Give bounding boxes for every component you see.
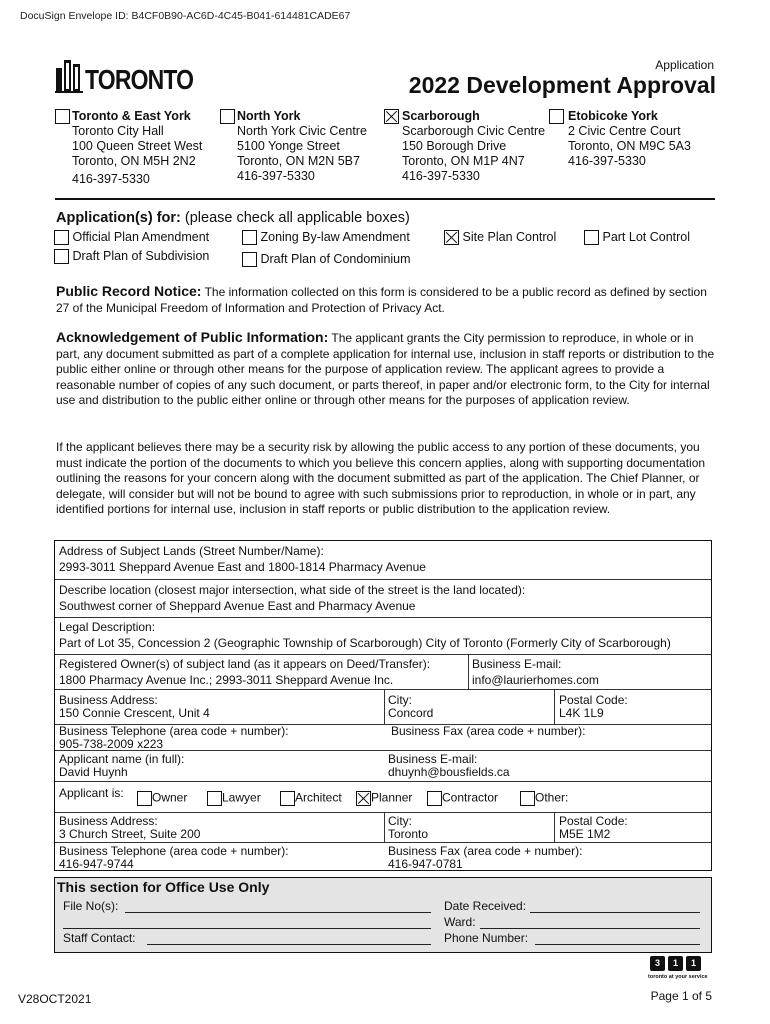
notice-title: Public Record Notice: bbox=[56, 283, 202, 299]
office-checkbox[interactable] bbox=[384, 109, 399, 124]
role-label: Other: bbox=[535, 790, 569, 805]
applicant-name-label: Applicant name (in full): bbox=[59, 752, 185, 766]
role-other[interactable] bbox=[520, 791, 568, 806]
applications-heading bbox=[56, 210, 410, 226]
staff-contact-field[interactable] bbox=[147, 944, 431, 945]
office-scarborough bbox=[384, 109, 545, 184]
office-line: 5100 Yonge Street bbox=[237, 139, 340, 153]
city-hall-icon bbox=[55, 58, 85, 94]
office-line: Scarborough Civic Centre bbox=[402, 124, 546, 138]
office-phone: 416-397-5330 bbox=[568, 154, 646, 168]
office-name: Etobicoke York bbox=[568, 109, 658, 123]
location-label: Describe location (closest major intersection, what side of the street is the land located): bbox=[59, 583, 526, 597]
checkbox[interactable] bbox=[137, 791, 152, 806]
ward-label: Ward: bbox=[444, 915, 476, 929]
option-label: Official Plan Amendment bbox=[72, 230, 210, 244]
office-checkbox[interactable] bbox=[220, 109, 235, 124]
option-official-plan[interactable] bbox=[54, 230, 209, 245]
office-line: Toronto, ON M2N 5B7 bbox=[237, 154, 360, 168]
legal-value[interactable]: Part of Lot 35, Concession 2 (Geographic Township of Scarborough) City of Toronto (Formerly City of Scarborough) bbox=[59, 636, 671, 650]
checkbox[interactable] bbox=[520, 791, 535, 806]
page-number: Page 1 of 5 bbox=[650, 989, 712, 1003]
file-no-label: File No(s): bbox=[63, 899, 119, 913]
applicant-name-value[interactable]: David Huynh bbox=[59, 765, 128, 779]
applicant-email-value[interactable]: dhuynh@bousfields.ca bbox=[388, 765, 510, 779]
application-form bbox=[54, 540, 712, 871]
option-subdivision[interactable] bbox=[54, 249, 209, 264]
checkbox[interactable] bbox=[280, 791, 295, 806]
role-label: Contractor bbox=[442, 790, 499, 805]
business-address-label: Business Address: bbox=[59, 693, 158, 707]
applicant-postal-value[interactable]: M5E 1M2 bbox=[559, 827, 611, 841]
address-value[interactable]: 2993-3011 Sheppard Avenue East and 1800-1814 Pharmacy Avenue bbox=[59, 560, 426, 574]
phone-number-field[interactable] bbox=[535, 944, 700, 945]
phone-number-label: Phone Number: bbox=[444, 931, 529, 945]
applications-heading-note: (please check all applicable boxes) bbox=[184, 210, 410, 226]
owner-label: Registered Owner(s) of subject land (as it appears on Deed/Transfer): bbox=[59, 657, 431, 671]
notice-text: The information collected on this form is considered to be a public record as defined by section 27 of the Municipal Freedom of Information and Protection of Privacy Act. bbox=[56, 285, 707, 315]
applicant-is-label: Applicant is: bbox=[59, 786, 124, 800]
owner-email-value[interactable]: info@laurierhomes.com bbox=[472, 673, 599, 687]
toronto-logo bbox=[55, 58, 194, 96]
option-condominium[interactable] bbox=[242, 252, 411, 267]
option-zoning[interactable] bbox=[242, 230, 410, 245]
postal-label: Postal Code: bbox=[559, 693, 628, 707]
applicant-phone-value[interactable]: 416-947-9744 bbox=[59, 857, 134, 871]
office-line: North York Civic Centre bbox=[237, 124, 367, 138]
applicant-phone-label: Business Telephone (area code + number): bbox=[59, 844, 289, 858]
option-label: Site Plan Control bbox=[462, 230, 557, 244]
office-line: Toronto City Hall bbox=[72, 124, 164, 138]
role-label: Planner bbox=[371, 790, 413, 805]
office-etobicoke-york bbox=[549, 109, 691, 169]
legal-label: Legal Description: bbox=[59, 620, 156, 634]
applicant-postal-label: Postal Code: bbox=[559, 814, 628, 828]
applicant-address-value[interactable]: 3 Church Street, Suite 200 bbox=[59, 827, 201, 841]
office-name: Toronto & East York bbox=[72, 109, 191, 123]
office-line: Toronto, ON M5H 2N2 bbox=[72, 154, 196, 168]
checkbox[interactable] bbox=[207, 791, 222, 806]
badge-digit: 3 bbox=[650, 956, 665, 971]
option-label: Draft Plan of Subdivision bbox=[72, 249, 210, 263]
version-code: V28OCT2021 bbox=[18, 992, 92, 1006]
page-title: 2022 Development Approval bbox=[408, 72, 716, 98]
applicant-fax-label: Business Fax (area code + number): bbox=[388, 844, 583, 858]
checkbox[interactable] bbox=[584, 230, 599, 245]
acknowledgement-text: The applicant grants the City permission to reproduce, in whole or in part, any document submitted as part of a complete application for internal use, inclusion in staff reports or distribution to the public either online or through other means for the purpose of application review. The applicant agrees to provide a reasonable number of copies of any such document, or parts thereof, in paper and/or electronic form, to the City for internal use and distribution to the public either online or through other means for the purposes of application review. bbox=[56, 331, 715, 407]
applicant-fax-value[interactable]: 416-947-0781 bbox=[388, 857, 463, 871]
phone-value[interactable]: 905-738-2009 x223 bbox=[59, 737, 164, 751]
ward-field[interactable] bbox=[480, 928, 700, 929]
role-label: Architect bbox=[295, 790, 342, 805]
applicant-email-label: Business E-mail: bbox=[388, 752, 478, 766]
option-label: Draft Plan of Condominium bbox=[260, 252, 411, 266]
city-label: City: bbox=[388, 693, 412, 707]
office-name: Scarborough bbox=[402, 109, 480, 123]
envelope-id: DocuSign Envelope ID: B4CF0B90-AC6D-4C45-B041-614481CADE67 bbox=[20, 10, 351, 22]
business-address-value[interactable]: 150 Connie Crescent, Unit 4 bbox=[59, 706, 210, 720]
staff-contact-label: Staff Contact: bbox=[63, 931, 136, 945]
applicant-city-value[interactable]: Toronto bbox=[388, 827, 429, 841]
acknowledgement bbox=[56, 330, 716, 409]
checkbox[interactable] bbox=[242, 230, 257, 245]
public-record-notice bbox=[56, 284, 716, 316]
postal-value[interactable]: L4K 1L9 bbox=[559, 706, 604, 720]
office-line: 100 Queen Street West bbox=[72, 139, 203, 153]
option-site-plan[interactable] bbox=[444, 230, 556, 245]
role-contractor[interactable] bbox=[427, 791, 498, 806]
office-use-section bbox=[54, 877, 712, 953]
badge-digit: 1 bbox=[668, 956, 683, 971]
office-line: Toronto, ON M9C 5A3 bbox=[568, 139, 691, 153]
office-phone: 416-397-5330 bbox=[72, 172, 150, 186]
date-received-field[interactable] bbox=[530, 912, 700, 913]
checkbox[interactable] bbox=[242, 252, 257, 267]
badge-digit: 1 bbox=[686, 956, 701, 971]
option-label: Zoning By-law Amendment bbox=[260, 230, 410, 244]
acknowledgement-title: Acknowledgement of Public Information: bbox=[56, 329, 329, 345]
checkbox[interactable] bbox=[427, 791, 442, 806]
office-phone: 416-397-5330 bbox=[402, 169, 480, 183]
role-owner[interactable] bbox=[137, 791, 187, 806]
city-value[interactable]: Concord bbox=[388, 706, 434, 720]
file-no-field[interactable] bbox=[125, 912, 431, 913]
badge-tagline: toronto at your service bbox=[648, 974, 708, 980]
option-part-lot[interactable] bbox=[584, 230, 690, 245]
office-north-york bbox=[220, 109, 367, 184]
role-label: Lawyer bbox=[222, 790, 261, 805]
checkbox[interactable] bbox=[356, 791, 371, 806]
office-line: Toronto, ON M1P 4N7 bbox=[402, 154, 525, 168]
address-label: Address of Subject Lands (Street Number/Name): bbox=[59, 544, 324, 558]
office-phone: 416-397-5330 bbox=[237, 169, 315, 183]
office-use-title: This section for Office Use Only bbox=[57, 879, 270, 895]
date-received-label: Date Received: bbox=[444, 899, 527, 913]
office-name: North York bbox=[237, 109, 301, 123]
applicant-address-label: Business Address: bbox=[59, 814, 158, 828]
option-label: Part Lot Control bbox=[602, 230, 691, 244]
role-architect[interactable] bbox=[280, 791, 342, 806]
office-toronto-east-york bbox=[55, 109, 202, 187]
applications-heading-title: Application(s) for: bbox=[56, 210, 181, 226]
checkbox[interactable] bbox=[54, 249, 69, 264]
owner-value[interactable]: 1800 Pharmacy Avenue Inc.; 2993-3011 Sheppard Avenue Inc. bbox=[59, 673, 394, 687]
office-checkbox[interactable] bbox=[55, 109, 70, 124]
office-line: 2 Civic Centre Court bbox=[568, 124, 681, 138]
office-checkbox[interactable] bbox=[549, 109, 564, 124]
role-lawyer[interactable] bbox=[207, 791, 261, 806]
checkbox[interactable] bbox=[54, 230, 69, 245]
checkbox[interactable] bbox=[444, 230, 459, 245]
logo-text: TORONTO bbox=[85, 64, 194, 95]
role-planner[interactable] bbox=[356, 791, 412, 806]
application-label: Application bbox=[655, 58, 714, 72]
header-divider bbox=[55, 198, 715, 200]
office-line: 150 Borough Drive bbox=[402, 139, 507, 153]
fax-label: Business Fax (area code + number): bbox=[391, 724, 586, 738]
location-value[interactable]: Southwest corner of Sheppard Avenue East and Pharmacy Avenue bbox=[59, 599, 416, 613]
role-label: Owner bbox=[152, 790, 188, 805]
security-risk-paragraph: If the applicant believes there may be a security risk by allowing the public access to any portion of these documents, you must indicate the portion of the documents to which you believe this concern applies, along with supporting documentation outlining the reasons for your concern along with the document submitted as part of the application. The Chief Planner, or delegate, will consider but will not be bound to agree with such submissions prior to reproduction, in whole or in part, any identified portions for internal use, inclusion in staff reports or public distribution to the application review. bbox=[56, 440, 706, 516]
311-logo bbox=[648, 956, 706, 984]
owner-email-label: Business E-mail: bbox=[472, 657, 562, 671]
applicant-city-label: City: bbox=[388, 814, 412, 828]
file-no-field-2[interactable] bbox=[63, 928, 431, 929]
phone-label: Business Telephone (area code + number): bbox=[59, 724, 289, 738]
